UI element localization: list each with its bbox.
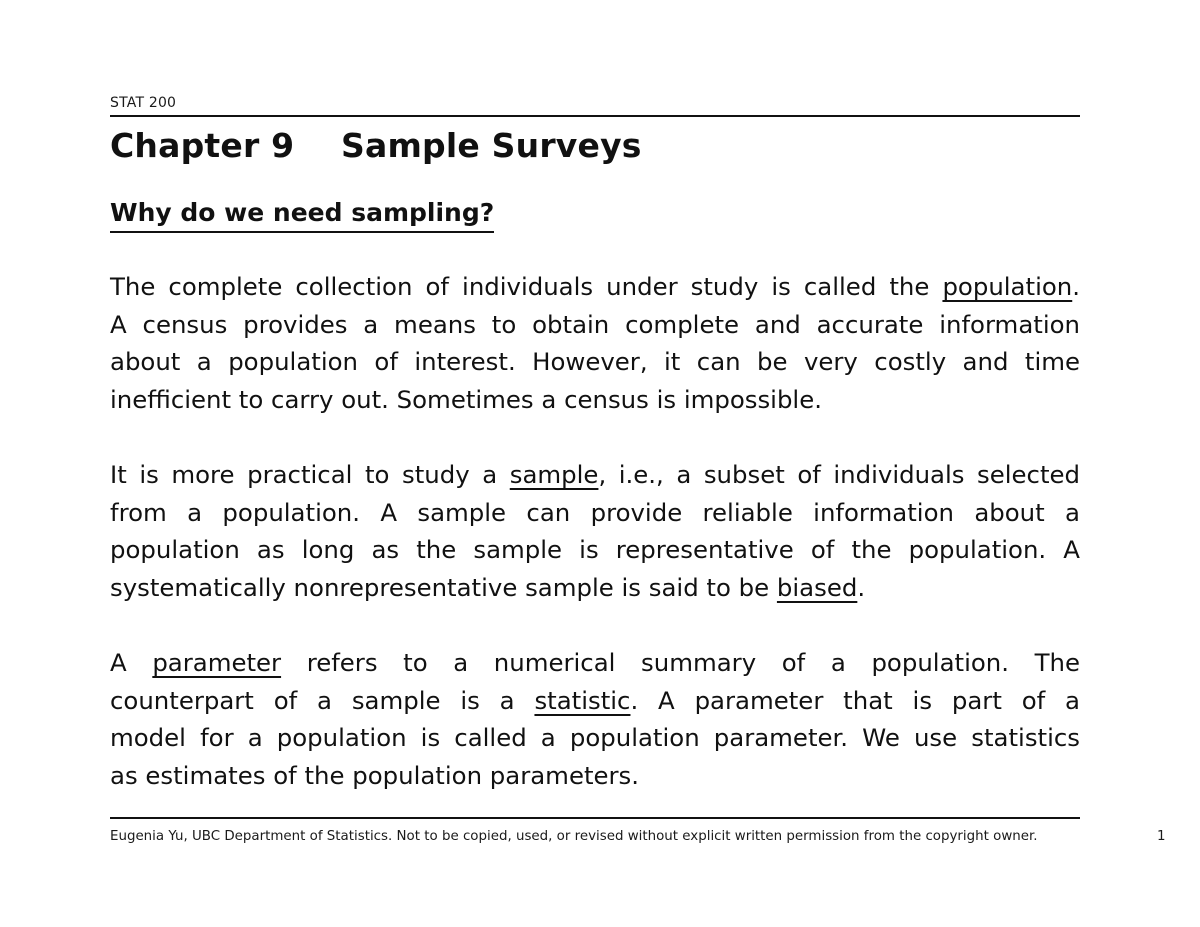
chapter-title: Chapter 9 Sample Surveys [110,126,642,165]
paragraph-line [110,456,1080,494]
footer-rule [110,817,1080,819]
section-heading: Why do we need sampling? [110,197,494,233]
paragraph-line [110,268,1080,306]
term-statistic: statistic [534,685,631,715]
paragraph-line: about a population of interest. However, it can be very costly and time [110,347,1080,376]
term-population: population [942,272,1073,301]
paragraph-line: inefficient to carry out. Sometimes a census is impossible. [110,384,822,414]
paragraph-line [110,644,1080,682]
text-run: counterpart of a sample is a [110,685,535,715]
paragraph-parameter [110,644,1080,794]
text-run: It is more practical to study a [110,460,510,489]
footer-copyright: Eugenia Yu, UBC Department of Statistics. Not to be copied, used, or revised without explicit written permission from the copyright owner. [110,829,1038,844]
paragraph-population [110,268,1080,418]
text-run: The complete collection of individuals under study is called the [110,272,943,301]
paragraph-line: A census provides a means to obtain complete and accurate information [110,309,1080,339]
term-sample: sample [509,460,599,489]
page-number: 1 [1157,829,1166,844]
text-run: . [857,572,866,602]
paragraph-line: as estimates of the population parameters. [110,760,640,790]
paragraph-line: from a population. A sample can provide reliable information about a [110,497,1080,527]
paragraph-line [110,569,1080,607]
text-run: , i.e., a subset of individuals selected [598,460,1080,489]
text-run: . A parameter that is part of a [630,685,1081,715]
paragraph-line [110,682,1080,720]
paragraph-line: model for a population is called a population parameter. We use statistics [110,723,1080,752]
term-biased: biased [776,572,858,602]
text-run: A [110,648,153,677]
header-rule [110,115,1080,117]
text-run: . [1072,272,1080,301]
term-parameter: parameter [152,648,282,677]
course-label: STAT 200 [110,95,177,111]
text-run: refers to a numerical summary of a population. The [281,648,1080,677]
paragraph-sample [110,456,1080,606]
paragraph-line: population as long as the sample is representative of the population. A [110,535,1080,564]
text-run: systematically nonrepresentative sample is said to be [110,572,777,602]
